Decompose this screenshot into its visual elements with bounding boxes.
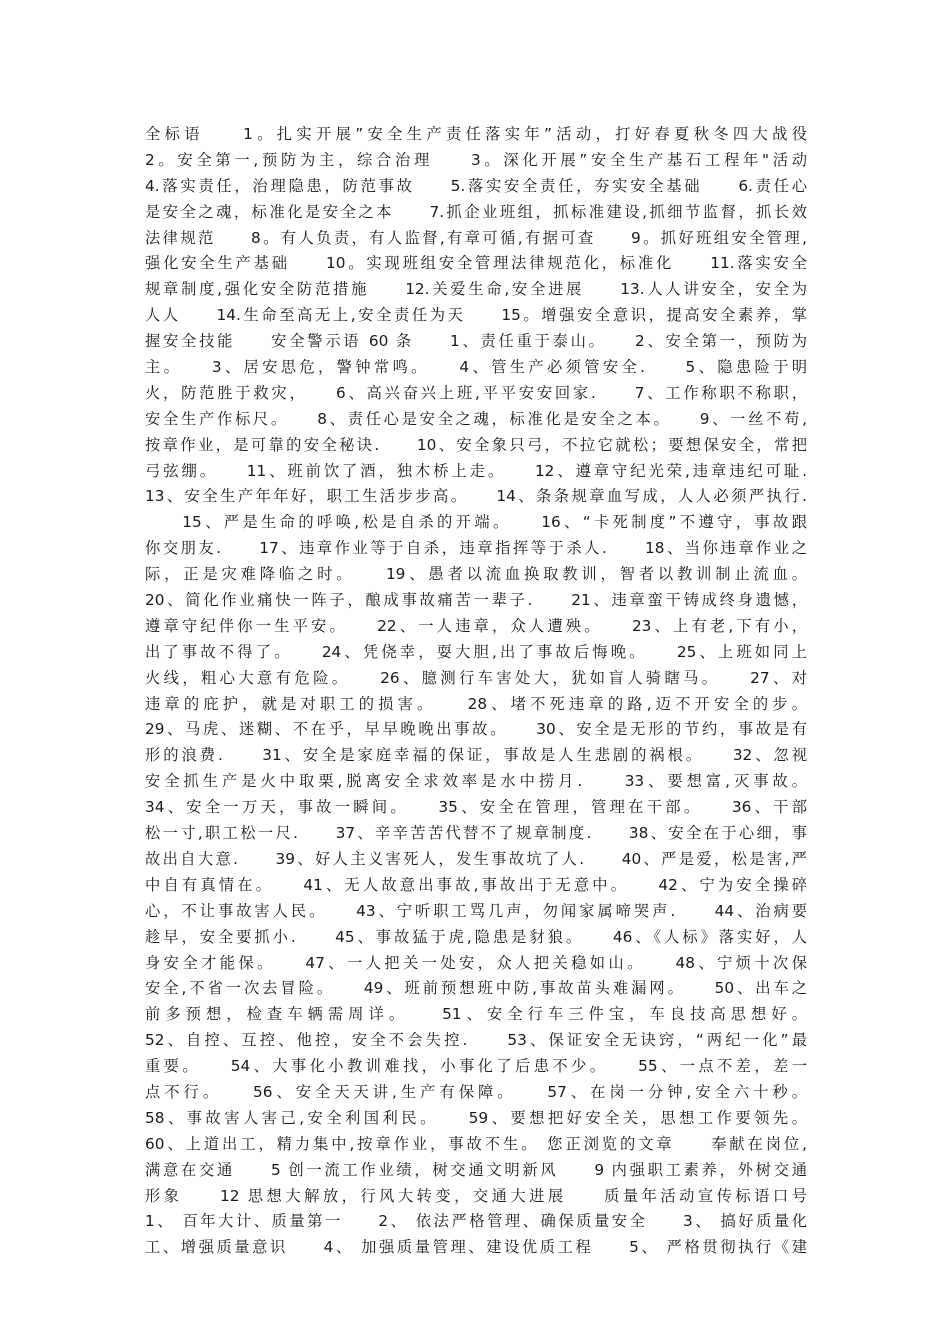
text-line: 29、马虎、迷糊、不在乎，早早晚晚出事故。 30、安全是无形的节约，事故是有	[145, 720, 807, 739]
text-line: 1、 百年大计、质量第一 2、 依法严格管理、确保质量安全 3、 搞好质量化	[145, 1212, 807, 1231]
text-line: 安全,不省一次去冒险。 49、班前预想班中防,事故苗头难漏网。 50、出车之	[145, 979, 807, 998]
text-line: 主。 3、居安思危，警钟常鸣。 4、管生产必须管安全. 5、隐患险于明	[145, 358, 807, 377]
text-line: 心，不让事故害人民。 43、宁听职工骂几声，勿闻家属啼哭声. 44、治病要	[145, 901, 807, 920]
text-line: 安全抓生产是火中取栗,脱离安全求效率是水中捞月. 33、要想富,灭事故。	[145, 772, 807, 791]
text-line: 前多预想，检查车辆需周详。 51、安全行车三件宝，车良技高思想好。	[145, 1005, 807, 1024]
text-line: 52、自控、互控、他控，安全不会失控. 53、保证安全无诀窍，“两纪一化”最	[145, 1031, 807, 1050]
text-line: 握安全技能 安全警示语 60 条 1、责任重于泰山。 2、安全第一，预防为	[145, 332, 807, 351]
document-body-text	[145, 122, 807, 1261]
text-line: 强化安全生产基础 10。实现班组安全管理法律规范化，标准化 11.落实安全	[145, 254, 807, 273]
text-line: 法律规范 8。有人负责，有人监督,有章可循,有据可查 9。抓好班组安全管理,	[145, 228, 807, 247]
text-line: 松一寸,职工松一尺. 37、辛辛苦苦代替不了规章制度. 38、安全在于心细，事	[145, 824, 807, 843]
text-line: 是安全之魂，标准化是安全之本 7.抓企业班组，抓标准建设,抓细节监督，抓长效	[145, 202, 807, 221]
text-line: 火线，粗心大意有危险。 26、臆测行车害处大，犹如盲人骑瞎马。 27、对	[145, 668, 807, 687]
text-line: 故出自大意. 39、好人主义害死人，发生事故坑了人. 40、严是爱，松是害,严	[145, 849, 807, 868]
text-line: 2。安全第一,预防为主，综合治理 3。深化开展”安全生产基石工程年"活动	[145, 150, 807, 169]
text-line: 点不行。 56、安全天天讲,生产有保障。 57、在岗一分钟,安全六十秒。	[145, 1082, 807, 1101]
text-line: 按章作业，是可靠的安全秘诀. 10、安全象只弓，不拉它就松；要想保安全，常把	[145, 435, 807, 454]
text-line: 际，正是灾难降临之时。 19、愚者以流血换取教训，智者以教训制止流血。	[145, 565, 807, 584]
text-line: 弓弦绷。 11、班前饮了酒，独木桥上走。 12、遵章守纪光荣,违章违纪可耻.	[145, 461, 807, 480]
text-line: 趁早，安全要抓小. 45、事故猛于虎,隐患是豺狼。 46、《人标》落实好，人	[145, 927, 807, 946]
text-line: 工、增强质量意识 4、 加强质量管理、建设优质工程 5、 严格贯彻执行《建	[145, 1238, 807, 1257]
text-line: 20、简化作业痛快一阵子，酿成事故痛苦一辈子. 21、违章蛮干铸成终身遗憾，	[145, 591, 807, 610]
text-line: 安全生产作标尺。 8、责任心是安全之魂，标准化是安全之本。 9、一丝不苟,	[145, 409, 807, 428]
text-line: 违章的庇护，就是对职工的损害。 28、堵不死违章的路,迈不开安全的步。	[145, 694, 807, 713]
text-line: 形象 12 思想大解放，行风大转变，交通大进展 质量年活动宣传标语口号	[145, 1186, 807, 1205]
text-line: 60、上道出工，精力集中,按章作业，事故不生。 您正浏览的文章 奉献在岗位,	[145, 1134, 807, 1153]
text-line: 形的浪费. 31、安全是家庭幸福的保证，事故是人生悲剧的祸根。 32、忽视	[145, 746, 807, 765]
text-line: 中自有真情在。 41、无人故意出事故,事故出于无意中。 42、宁为安全操碎	[145, 875, 807, 894]
text-line: 4.落实责任，治理隐患，防范事故 5.落实安全责任，夯实安全基础 6.责任心	[145, 176, 807, 195]
text-line: 遵章守纪伴你一生平安。 22、一人违章，众人遭殃。 23、上有老,下有小，	[145, 616, 807, 635]
text-line: 满意在交通 5 创一流工作业绩，树交通文明新风 9 内强职工素养，外树交通	[145, 1160, 807, 1179]
text-line: 重要。 54、大事化小教训难找，小事化了后患不少。 55、一点不差，差一	[145, 1057, 807, 1076]
text-line: 15、严是生命的呼唤,松是自杀的开端。 16、“卡死制度”不遵守，事故跟	[145, 513, 807, 532]
text-line: 13、安全生产年年好，职工生活步步高。 14、条条规章血写成，人人必须严执行.	[145, 487, 807, 506]
text-line: 出了事故不得了。 24、凭侥幸，耍大胆,出了事故后悔晚。 25、上班如同上	[145, 642, 807, 661]
text-line: 火，防范胜于救灾， 6、高兴奋兴上班,平平安安回家. 7、工作称职不称职，	[145, 383, 807, 402]
text-line: 全标语 1。扎实开展”安全生产责任落实年”活动，打好春夏秋冬四大战役	[145, 125, 807, 143]
text-line: 规章制度,强化安全防范措施 12.关爱生命,安全进展 13.人人讲安全，安全为	[145, 280, 807, 299]
text-line: 人人 14.生命至高无上,安全责任为天 15。增强安全意识，提高安全素养，掌	[145, 306, 807, 325]
text-line: 58、事故害人害己,安全利国利民。 59、要想把好安全关，思想工作要领先。	[145, 1108, 807, 1127]
text-line: 身安全才能保。 47、一人把关一处安，众人把关稳如山。 48、宁烦十次保	[145, 953, 807, 972]
text-line: 你交朋友. 17、违章作业等于自杀，违章指挥等于杀人. 18、当你违章作业之	[145, 539, 807, 558]
text-line: 34、安全一万天，事故一瞬间。 35、安全在管理，管理在干部。 36、干部	[145, 798, 807, 817]
